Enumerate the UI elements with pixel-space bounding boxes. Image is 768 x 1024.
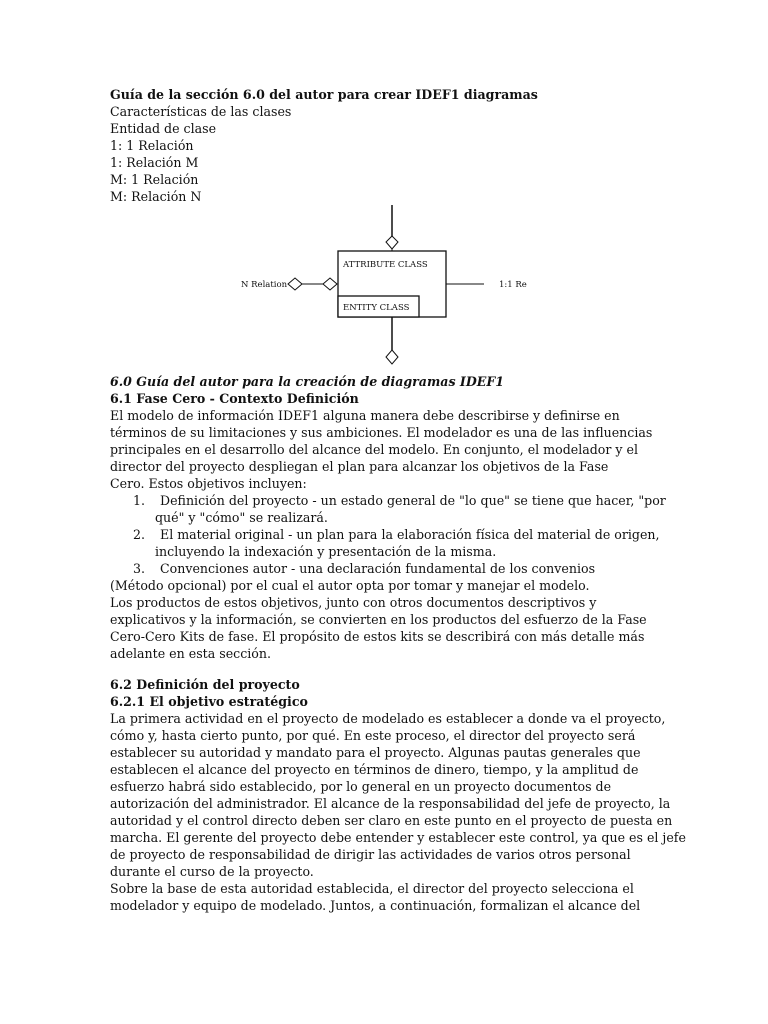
paragraph-line: establecer su autoridad y mandato para el proyecto. Algunas pautas generales que [110, 745, 641, 760]
list-item: Características de las clases [110, 104, 292, 119]
paragraph-line: autorización del administrador. El alcance de la responsabilidad del jefe de proyecto, la [110, 796, 671, 811]
objective-line: qué" y "cómo" se realizará. [155, 510, 328, 525]
paragraph-line: director del proyecto despliegan el plan para alcanzar los objetivos de la Fase [110, 459, 609, 474]
paragraph-line: Cero. Estos objetivos incluyen: [110, 476, 307, 491]
objective-line: Definición del proyecto - un estado general de "lo que" se tiene que hacer, "por [160, 493, 666, 508]
section-6-1-heading: 6.1 Fase Cero - Contexto Definición [110, 391, 359, 406]
section-6-0-heading: 6.0 Guía del autor para la creación de diagramas IDEF1 [110, 374, 505, 389]
paragraph-line: Cero-Cero Kits de fase. El propósito de estos kits se describirá con más detalle más [110, 629, 645, 644]
section-6-2-heading: 6.2 Definición del proyecto [110, 677, 300, 692]
paragraph-line: marcha. El gerente del proyecto debe entender y establecer este control, ya que es el jefe [110, 830, 686, 845]
left-diamond-outer-icon [288, 278, 302, 290]
paragraph-line: modelador y equipo de modelado. Juntos, a continuación, formalizan el alcance del [110, 898, 641, 913]
paragraph-line: de proyecto de responsabilidad de dirigir las actividades de varios otros personal [110, 847, 631, 862]
paragraph-line: autoridad y el control directo deben ser claro en este punto en el proyecto de puesta en [110, 813, 673, 828]
paragraph-line: cómo y, hasta cierto punto, por qué. En este proceso, el director del proyecto será [110, 728, 636, 743]
objective-line: Convenciones autor - una declaración fundamental de los convenios [160, 561, 596, 576]
list-item: 1: Relación M [110, 155, 199, 170]
list-item: 1: 1 Relación [110, 138, 194, 153]
objective-line: El material original - un plan para la elaboración física del material de origen, [160, 527, 660, 542]
objective-line: incluyendo la indexación y presentación de la misma. [155, 544, 497, 559]
objective-number: 1. [133, 493, 146, 508]
paragraph-line: principales en el desarrollo del alcance del modelo. En conjunto, el modelador y el [110, 442, 639, 457]
paragraph-line: esfuerzo habrá sido establecido, por lo general en un proyecto documentos de [110, 779, 612, 794]
list-item: M: 1 Relación [110, 172, 199, 187]
paragraph-line: El modelo de información IDEF1 alguna manera debe describirse y definirse en [110, 408, 620, 423]
paragraph-line: La primera actividad en el proyecto de modelado es establecer a donde va el proyecto, [110, 711, 666, 726]
list-item: M: Relación N [110, 189, 202, 204]
left-diamond-inner-icon [323, 278, 337, 290]
section-6-2-1-heading: 6.2.1 El objetivo estratégico [110, 694, 308, 709]
paragraph-line: (Método opcional) por el cual el autor opta por tomar y manejar el modelo. [110, 578, 590, 593]
paragraph-line: Los productos de estos objetivos, junto con otros documentos descriptivos y [110, 595, 597, 610]
objective-number: 3. [133, 561, 146, 576]
attribute-class-label: ATTRIBUTE CLASS [343, 260, 428, 270]
objective-number: 2. [133, 527, 146, 542]
right-relation-label: 1:1 Re [499, 280, 527, 290]
paragraph-line: Sobre la base de esta autoridad establecida, el director del proyecto selecciona el [110, 881, 634, 896]
paragraph-line: durante el curso de la proyecto. [110, 864, 314, 879]
paragraph-line: términos de su limitaciones y sus ambiciones. El modelador es una de las influencias [110, 425, 653, 440]
left-relation-label: N Relation [241, 280, 288, 290]
paragraph-line: adelante en esta sección. [110, 646, 271, 661]
entity-class-label: ENTITY CLASS [343, 303, 410, 313]
heading-top: Guía de la sección 6.0 del autor para crear IDEF1 diagramas [110, 87, 538, 102]
list-item: Entidad de clase [110, 121, 217, 136]
paragraph-line: explicativos y la información, se convierten en los productos del esfuerzo de la Fase [110, 612, 647, 627]
top-diamond-icon [386, 236, 398, 249]
paragraph-line: establecen el alcance del proyecto en términos de dinero, tiempo, y la amplitud de [110, 762, 639, 777]
bottom-diamond-icon [386, 350, 398, 364]
